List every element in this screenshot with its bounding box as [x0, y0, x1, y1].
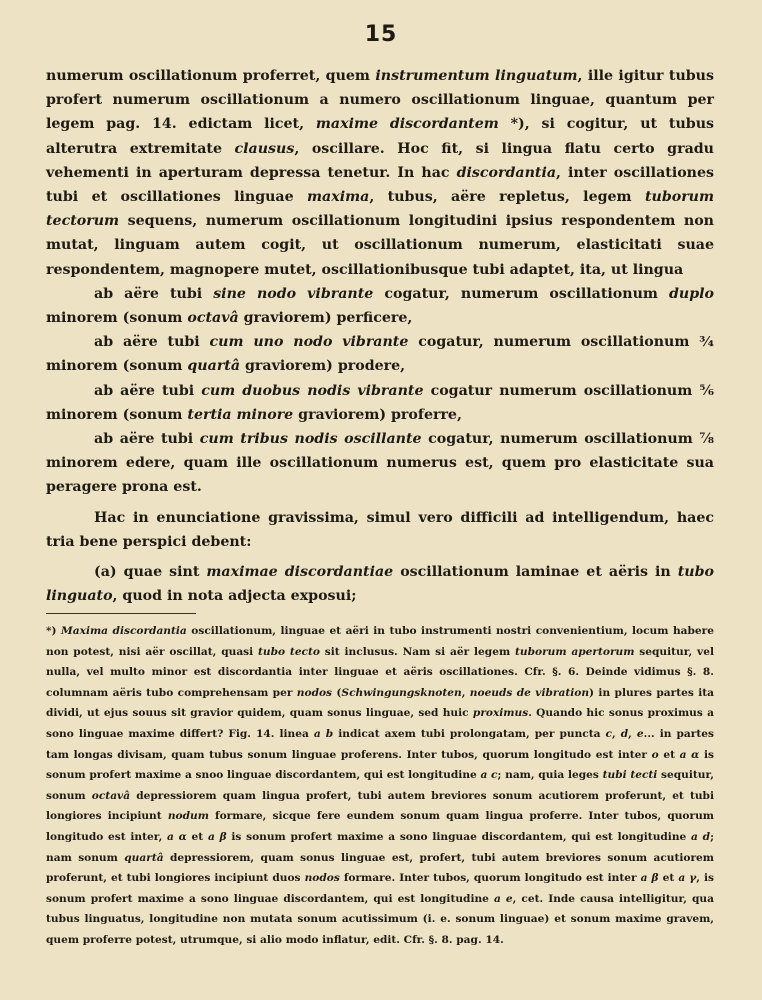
text-run: , oscillare. Hoc fit, si lingua flatu certo gradu vehementi in aperturam depressa tenetur. In hac [46, 140, 714, 181]
text-run: minorem (sonum [46, 310, 188, 327]
italic-text: proximus [472, 707, 529, 720]
text-run: , quod in nota adjecta exposui; [112, 588, 357, 605]
italic-text: maximae discordantiae [206, 564, 394, 581]
text-run: . Quando hic sonus proximus a sono linguae maxime differt? Fig. 14. linea [46, 707, 714, 740]
italic-text: Schwingungsknoten [341, 686, 462, 699]
text-run: Hac in enunciatione gravissima, simul vero difficili ad intelligendum, haec tria bene perspici debent: [46, 509, 714, 550]
text-run: depressiorem quam lingua profert, tubi autem breviores sonum acutiorem proferunt, et tubi longiores incipiunt [46, 789, 714, 823]
text-run: ) in plures partes ita dividi, ut ejus souus sit gravior quidem, quam sonus linguae, sed huic [46, 686, 714, 720]
italic-text: d [620, 727, 629, 740]
italic-text: a α [167, 830, 187, 843]
text-run: et [658, 748, 680, 761]
text-run: , tubus, aëre repletus, legem [369, 189, 645, 206]
text-run: (a) quae sint [94, 564, 207, 581]
italic-text: tubi tecti [602, 769, 658, 782]
text-run: cogatur, numerum oscillationum ⅞ minorem edere, quam ille oscillationum numerus est, quem pro elasticitate sua peragere prona est. [46, 431, 714, 496]
text-run: oscillationum laminae et aëris in [393, 564, 678, 581]
italic-text: a d [691, 830, 711, 843]
text-run: ab aëre tubi [94, 431, 200, 448]
italic-text: a α [679, 748, 700, 761]
text-run: , inter oscillationes tubi et oscillationes linguae [46, 164, 714, 206]
italic-text: sine nodo vibrante [213, 285, 374, 302]
text-run: , [461, 686, 470, 699]
text-run: cogatur, numerum oscillationum [373, 285, 669, 302]
text-run: *), si cogitur, ut tubus alterutra extremitate [46, 116, 714, 157]
italic-text: tubo linguato [46, 564, 714, 605]
text-run: ; nam, quia leges [497, 769, 603, 782]
italic-text: a γ [678, 872, 697, 885]
text-run: , [612, 727, 621, 740]
italic-text: Maxima discordantia [61, 625, 187, 637]
paragraph [46, 427, 714, 500]
footnote-divider [46, 613, 196, 614]
text-run: et [658, 872, 679, 885]
italic-text: cum duobus nodis vibrante [201, 382, 424, 399]
italic-text: nodos [304, 872, 340, 885]
italic-text: octavâ [91, 789, 131, 802]
text-run: is sonum profert maxime a sono linguae discordantem, qui est longitudine [226, 830, 692, 843]
italic-text: duplo [668, 285, 714, 302]
footnote [46, 621, 714, 951]
text-run: depressiorem, quam sonus linguae est, profert, tubi autem breviores sonum acutiorem proferunt, et tubi longiores incipiunt duos [46, 851, 715, 885]
italic-text: e [636, 727, 644, 740]
page-number: 15 [364, 22, 398, 47]
italic-text: tuborum tectorum [46, 189, 715, 230]
italic-text: octavâ [187, 310, 239, 327]
text-run: sequitur, sonum [46, 769, 714, 802]
italic-text: tubo tecto [258, 645, 320, 658]
text-run: ab aëre tubi [94, 382, 202, 399]
italic-text: tertia minore [187, 406, 294, 423]
text-run: *) [46, 625, 62, 637]
paragraph [46, 506, 714, 554]
paragraph [46, 379, 714, 427]
italic-text: instrumentum linguatum [375, 68, 578, 84]
text-run: formare, sicque fere eundem sonum quam lingua proferre. Inter tubos, quorum longitudo est inter, [46, 810, 714, 843]
main-text [46, 64, 714, 608]
text-run: indicat axem tubi prolongatam, per puncta [333, 727, 606, 740]
text-run: ab aëre tubi [94, 285, 214, 302]
italic-text: cum uno nodo vibrante [209, 334, 409, 351]
italic-text: clausus [234, 140, 295, 157]
text-run: sequitur, vel nulla, vel multo minor est discordantia inter linguae et aëris oscillationes. Cfr. §. 6. Deinde vidimus §. 8. columnam aëris tubo comprehensam per [46, 645, 714, 699]
text-run: graviorem) perficere, [238, 310, 413, 327]
text-run: oscillationum, linguae et aëri in tubo instrumenti nostri convenientium, locum habere non potest, nisi aër oscillat, quasi [46, 625, 714, 658]
text-run: , is sonum profert maxime a sono linguae discordantem, qui est longitudine [46, 872, 715, 905]
italic-text: nodum [167, 810, 209, 823]
italic-text: a β [640, 872, 659, 885]
text-run: sequens, numerum oscillationum longitudini ipsius respondentem non mutat, linguam autem cogit, ut oscillationum numerum, elasticitati suae respondentem, magnopere mutet, oscillationibusque tubi adaptet, ita, ut lingua [46, 213, 714, 278]
text-run: ( [332, 686, 342, 699]
italic-text: o [651, 748, 659, 761]
footnote-text [46, 621, 714, 951]
text-run: graviorem) prodere, [240, 358, 406, 375]
paragraph [46, 330, 714, 378]
text-run: et [186, 830, 208, 843]
italic-text: a c [480, 769, 498, 782]
italic-text: a β [207, 830, 227, 843]
text-run: , cet. Inde causa intelligitur, qua tubus linguatus, longitudine non mutata sonum acutissimum (i. e. sonum linguae) et sonum maxime gravem, quem proferre potest, utrumque, si alio modo inflatur, edit. Cfr. §. 8. pag. 14. [46, 892, 714, 946]
text-run: cogatur, numerum oscillationum ¾ minorem (sonum [46, 334, 714, 375]
text-run: ; nam sonum [46, 830, 714, 864]
italic-text: a e [493, 892, 513, 905]
text-run: cogatur numerum oscillationum ⅚ minorem (sonum [46, 382, 714, 423]
text-run: formare. Inter tubos, quorum longitudo est inter [339, 872, 641, 885]
paragraph [46, 282, 714, 330]
italic-text: cum tribus nodis oscillante [199, 431, 422, 448]
text-run: ... in partes tam longas divisam, quam tubus sonum linguae proferens. Inter tubos, quorum longitudo est inter [46, 727, 714, 761]
text-run: , [628, 727, 637, 740]
italic-text: quartâ [124, 851, 164, 864]
text-run: is sonum profert maxime a snoo linguae discordantem, qui est longitudine [46, 748, 714, 782]
italic-text: quartâ [187, 358, 241, 375]
italic-text: c [605, 727, 612, 740]
italic-text: nodos [296, 686, 333, 699]
italic-text: maxime discordantem [315, 116, 499, 133]
text-run: , ille igitur tubus profert numerum oscillationum a numero oscillationum linguae, quantum per legem pag. 14. edictam licet, [46, 68, 714, 133]
paragraph [46, 560, 714, 608]
italic-text: noeuds de vibration [469, 686, 590, 699]
italic-text: discordantia [456, 164, 557, 181]
text-run: sit inclusus. Nam si aër legem [319, 645, 515, 658]
text-run: numerum oscillationum proferret, quem [46, 68, 376, 84]
text-run: graviorem) proferre, [293, 406, 462, 423]
italic-text: a b [313, 727, 334, 740]
italic-text: tuborum apertorum [515, 645, 635, 658]
paragraph [46, 64, 714, 282]
italic-text: maxima [307, 189, 370, 206]
text-run: ab aëre tubi [94, 334, 210, 351]
